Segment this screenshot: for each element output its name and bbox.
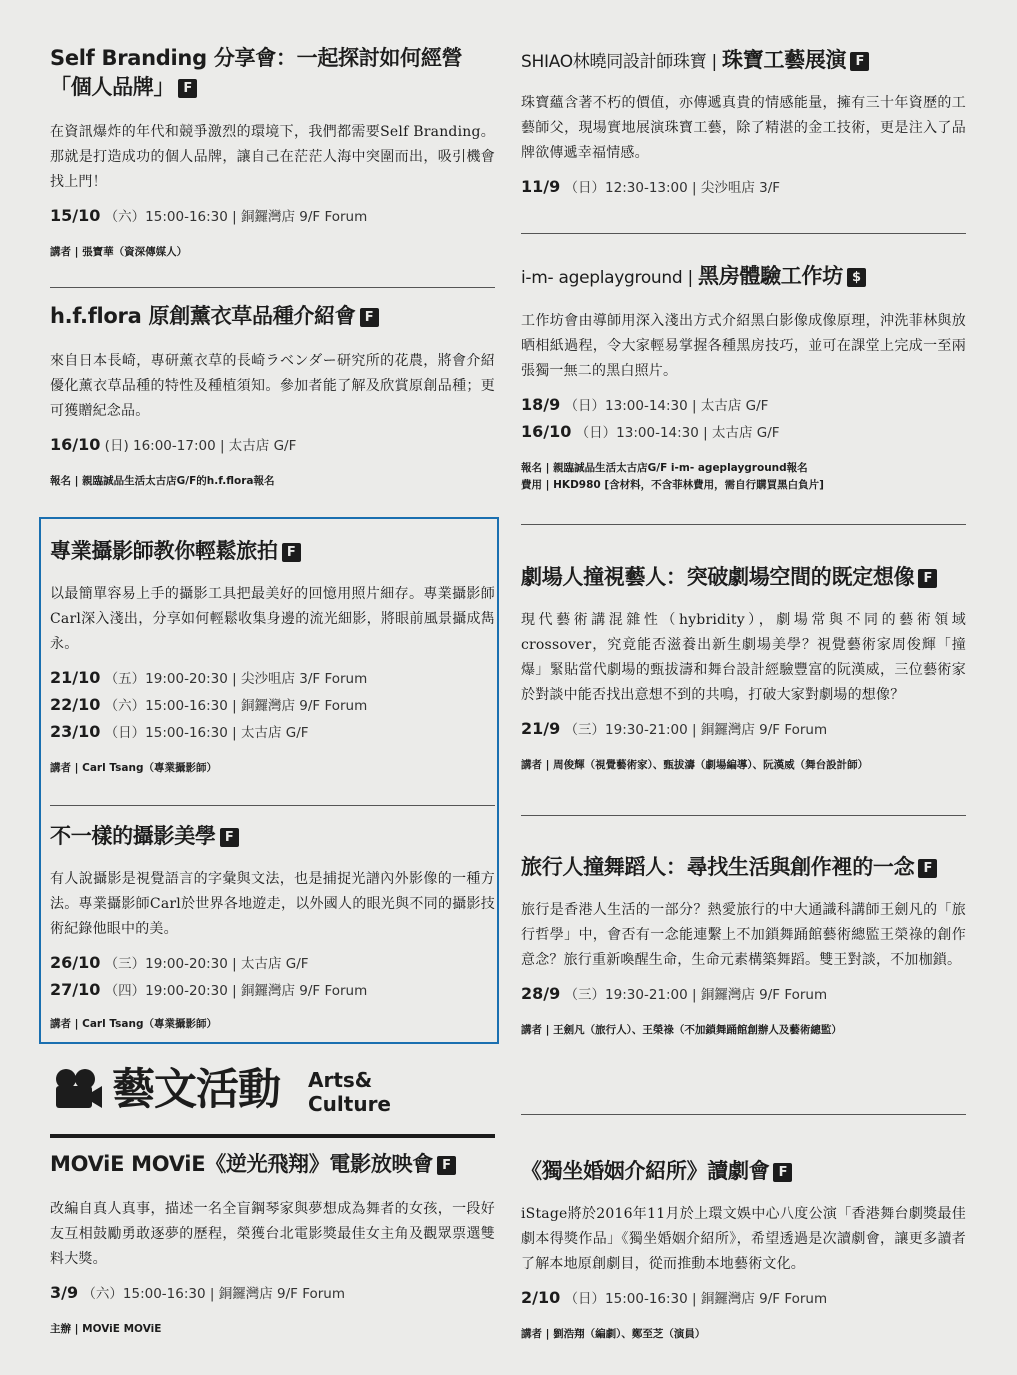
free-badge: F [850, 52, 869, 71]
event-theatre [521, 563, 966, 774]
session-line: 26/10 （三）19:00-20:30 | 太古店 G/F [50, 953, 309, 972]
event-marriage [521, 1157, 966, 1343]
free-badge: F [360, 308, 379, 327]
session-line: 18/9 （日）13:00-14:30 | 太古店 G/F [521, 395, 769, 414]
event-speaker: 講者 | 劉浩翔（編劇）、鄭至芝（演員） [521, 1328, 706, 1340]
divider [521, 815, 966, 816]
event-flora [50, 302, 495, 490]
event-organizer: 主辦 | MOViE MOViE [50, 1323, 162, 1335]
session-line: 2/10 （日）15:00-16:30 | 銅鑼灣店 9/F Forum [521, 1288, 828, 1307]
session-line: 27/10 （四）19:00-20:30 | 銅鑼灣店 9/F Forum [50, 980, 368, 999]
section-bar [50, 1134, 495, 1138]
free-badge: F [773, 1163, 792, 1182]
event-description: 工作坊會由導師用深入淺出方式介紹黑白影像成像原理，沖洗菲林與放晒相紙過程，令大家輕易掌握各種黑房技巧，並可在課堂上完成一至兩張獨一無二的黑白照片。 [521, 313, 966, 379]
session-line: 22/10 （六）15:00-16:30 | 銅鑼灣店 9/F Forum [50, 695, 368, 714]
event-title: 旅行人撞舞蹈人：尋找生活與創作裡的一念 F [521, 853, 966, 882]
event-description: 旅行是香港人生活的一部分？熱愛旅行的中大通識科講師王劍凡的「旅行哲學」中，會否有一念能連繫上不加鎖舞踊館藝術總監王榮祿的創作意念？旅行重新喚醒生命，生命元素構築舞蹈。雙王對談，不加枷鎖。 [521, 902, 966, 968]
event-description: 珠寶蘊含著不朽的價值，亦傳遞真貴的情感能量，擁有三十年資歷的工藝師父，現場實地展演珠寶工藝，除了精湛的金工技術，更是注入了品牌欲傳遞幸福情感。 [521, 95, 966, 161]
section-header [50, 1060, 495, 1140]
free-badge: F [220, 828, 239, 847]
event-photo-aesthetics [50, 822, 495, 1033]
event-description: 改編自真人真事，描述一名全盲鋼琴家與夢想成為舞者的女孩，一段好友互相鼓勵勇敢逐夢的歷程，榮獲台北電影獎最佳女主角及觀眾票選雙料大獎。 [50, 1201, 495, 1267]
event-description: 現代藝術講混雜性（hybridity），劇場常與不同的藝術領域crossover，究竟能否滋養出新生劇場美學？視覺藝術家周俊輝「撞爆」緊貼當代劇場的甄拔濤和舞台設計經驗豐富的阮漢威，三位藝術家於對談中能否找出意想不到的共鳴，打破大家對劇場的想像？ [521, 612, 966, 703]
event-traveller [521, 853, 966, 1039]
event-title: Self Branding 分享會：一起探討如何經營「個人品牌」 F [50, 46, 463, 99]
event-jewelry [521, 46, 966, 201]
event-darkroom [521, 262, 966, 494]
free-badge: F [178, 79, 197, 98]
event-title: 《獨坐婚姻介紹所》讀劇會 F [521, 1157, 966, 1186]
event-fee: 費用 | HKD980 [含材料，不含菲林費用，需自行購買黑白負片] [521, 479, 824, 491]
event-description: 有人說攝影是視覺語言的字彙與文法，也是捕捉光譜內外影像的一種方法。專業攝影師Carl於世界各地遊走，以外國人的眼光與不同的攝影技術紀錄他眼中的美。 [50, 871, 495, 937]
free-badge: F [437, 1156, 456, 1175]
fee-badge: $ [847, 268, 866, 287]
event-description: iStage將於2016年11月於上環文娛中心八度公演「香港舞台劇獎最佳劇本得獎作品」《獨坐婚姻介紹所》，希望透過是次讀劇會，讓更多讀者了解本地原創劇目，從而推動本地藝術文化。 [521, 1206, 966, 1272]
free-badge: F [918, 859, 937, 878]
free-badge: F [918, 569, 937, 588]
event-description: 以最簡單容易上手的攝影工具把最美好的回憶用照片細存。專業攝影師Carl深入淺出，分享如何輕鬆收集身邊的流光細影，將眼前風景攝成雋永。 [50, 586, 495, 652]
event-self-branding [50, 44, 495, 261]
divider [50, 287, 495, 288]
session-line: 11/9 （日）12:30-13:00 | 尖沙咀店 3/F [521, 177, 781, 196]
session-line: 21/9 （三）19:30-21:00 | 銅鑼灣店 9/F Forum [521, 719, 828, 738]
event-title: i-m- ageplayground | 黑房體驗工作坊 $ [521, 262, 966, 293]
event-title: SHIAO林曉同設計師珠寶 | 珠寶工藝展演 F [521, 46, 966, 77]
divider [521, 524, 966, 525]
session-line: 28/9 （三）19:30-21:00 | 銅鑼灣店 9/F Forum [521, 984, 828, 1003]
event-speaker: 講者 | 張寶華（資深傳媒人） [50, 246, 188, 258]
event-movie [50, 1150, 495, 1338]
session-line: 16/10 (日) 16:00-17:00 | 太古店 G/F [50, 435, 297, 454]
event-title: 專業攝影師教你輕鬆旅拍 F [50, 537, 495, 566]
event-travel-photo [50, 537, 495, 777]
event-registration: 報名 | 親臨誠品生活太古店G/F的h.f.flora報名 [50, 475, 275, 487]
event-title: 劇場人撞視藝人：突破劇場空間的既定想像 F [521, 563, 966, 592]
event-description: 來自日本長崎，專研薰衣草的長崎ラベンダー研究所的花農，將會介紹優化薰衣草品種的特性及種植須知。參加者能了解及欣賞原創品種；更可獲贈紀念品。 [50, 353, 495, 419]
event-speaker: 講者 | 王劍凡（旅行人）、王榮祿（不加鎖舞踊館創辦人及藝術總監） [521, 1024, 842, 1036]
section-title: 藝文活動 [112, 1065, 280, 1115]
divider [521, 1114, 966, 1115]
divider [50, 805, 495, 806]
event-registration: 報名 | 親臨誠品生活太古店G/F i-m- ageplayground報名 [521, 462, 808, 474]
event-speaker: 講者 | 周俊輝（視覺藝術家）、甄拔濤（劇場編導）、阮漢威（舞台設計師） [521, 759, 869, 771]
divider [521, 233, 966, 234]
session-line: 3/9 （六）15:00-16:30 | 銅鑼灣店 9/F Forum [50, 1283, 346, 1302]
event-title: MOViE MOViE《逆光飛翔》電影放映會 F [50, 1150, 495, 1179]
event-speaker: 講者 | Carl Tsang（專業攝影師） [50, 762, 217, 774]
camera-icon [50, 1068, 102, 1110]
event-description: 在資訊爆炸的年代和競爭激烈的環境下，我們都需要Self Branding。那就是打造成功的個人品牌，讓自己在茫茫人海中突圍而出，吸引機會找上門！ [50, 124, 495, 190]
event-title: 不一樣的攝影美學 F [50, 822, 495, 851]
session-line: 15/10 （六）15:00-16:30 | 銅鑼灣店 9/F Forum [50, 206, 368, 225]
session-line: 16/10 （日）13:00-14:30 | 太古店 G/F [521, 422, 780, 441]
section-title-en: Arts& Culture [308, 1068, 391, 1116]
session-line: 21/10 （五）19:00-20:30 | 尖沙咀店 3/F Forum [50, 668, 368, 687]
event-title: h.f.flora 原創薰衣草品種介紹會 F [50, 302, 495, 331]
free-badge: F [282, 543, 301, 562]
event-speaker: 講者 | Carl Tsang（專業攝影師） [50, 1018, 217, 1030]
session-line: 23/10 （日）15:00-16:30 | 太古店 G/F [50, 722, 309, 741]
